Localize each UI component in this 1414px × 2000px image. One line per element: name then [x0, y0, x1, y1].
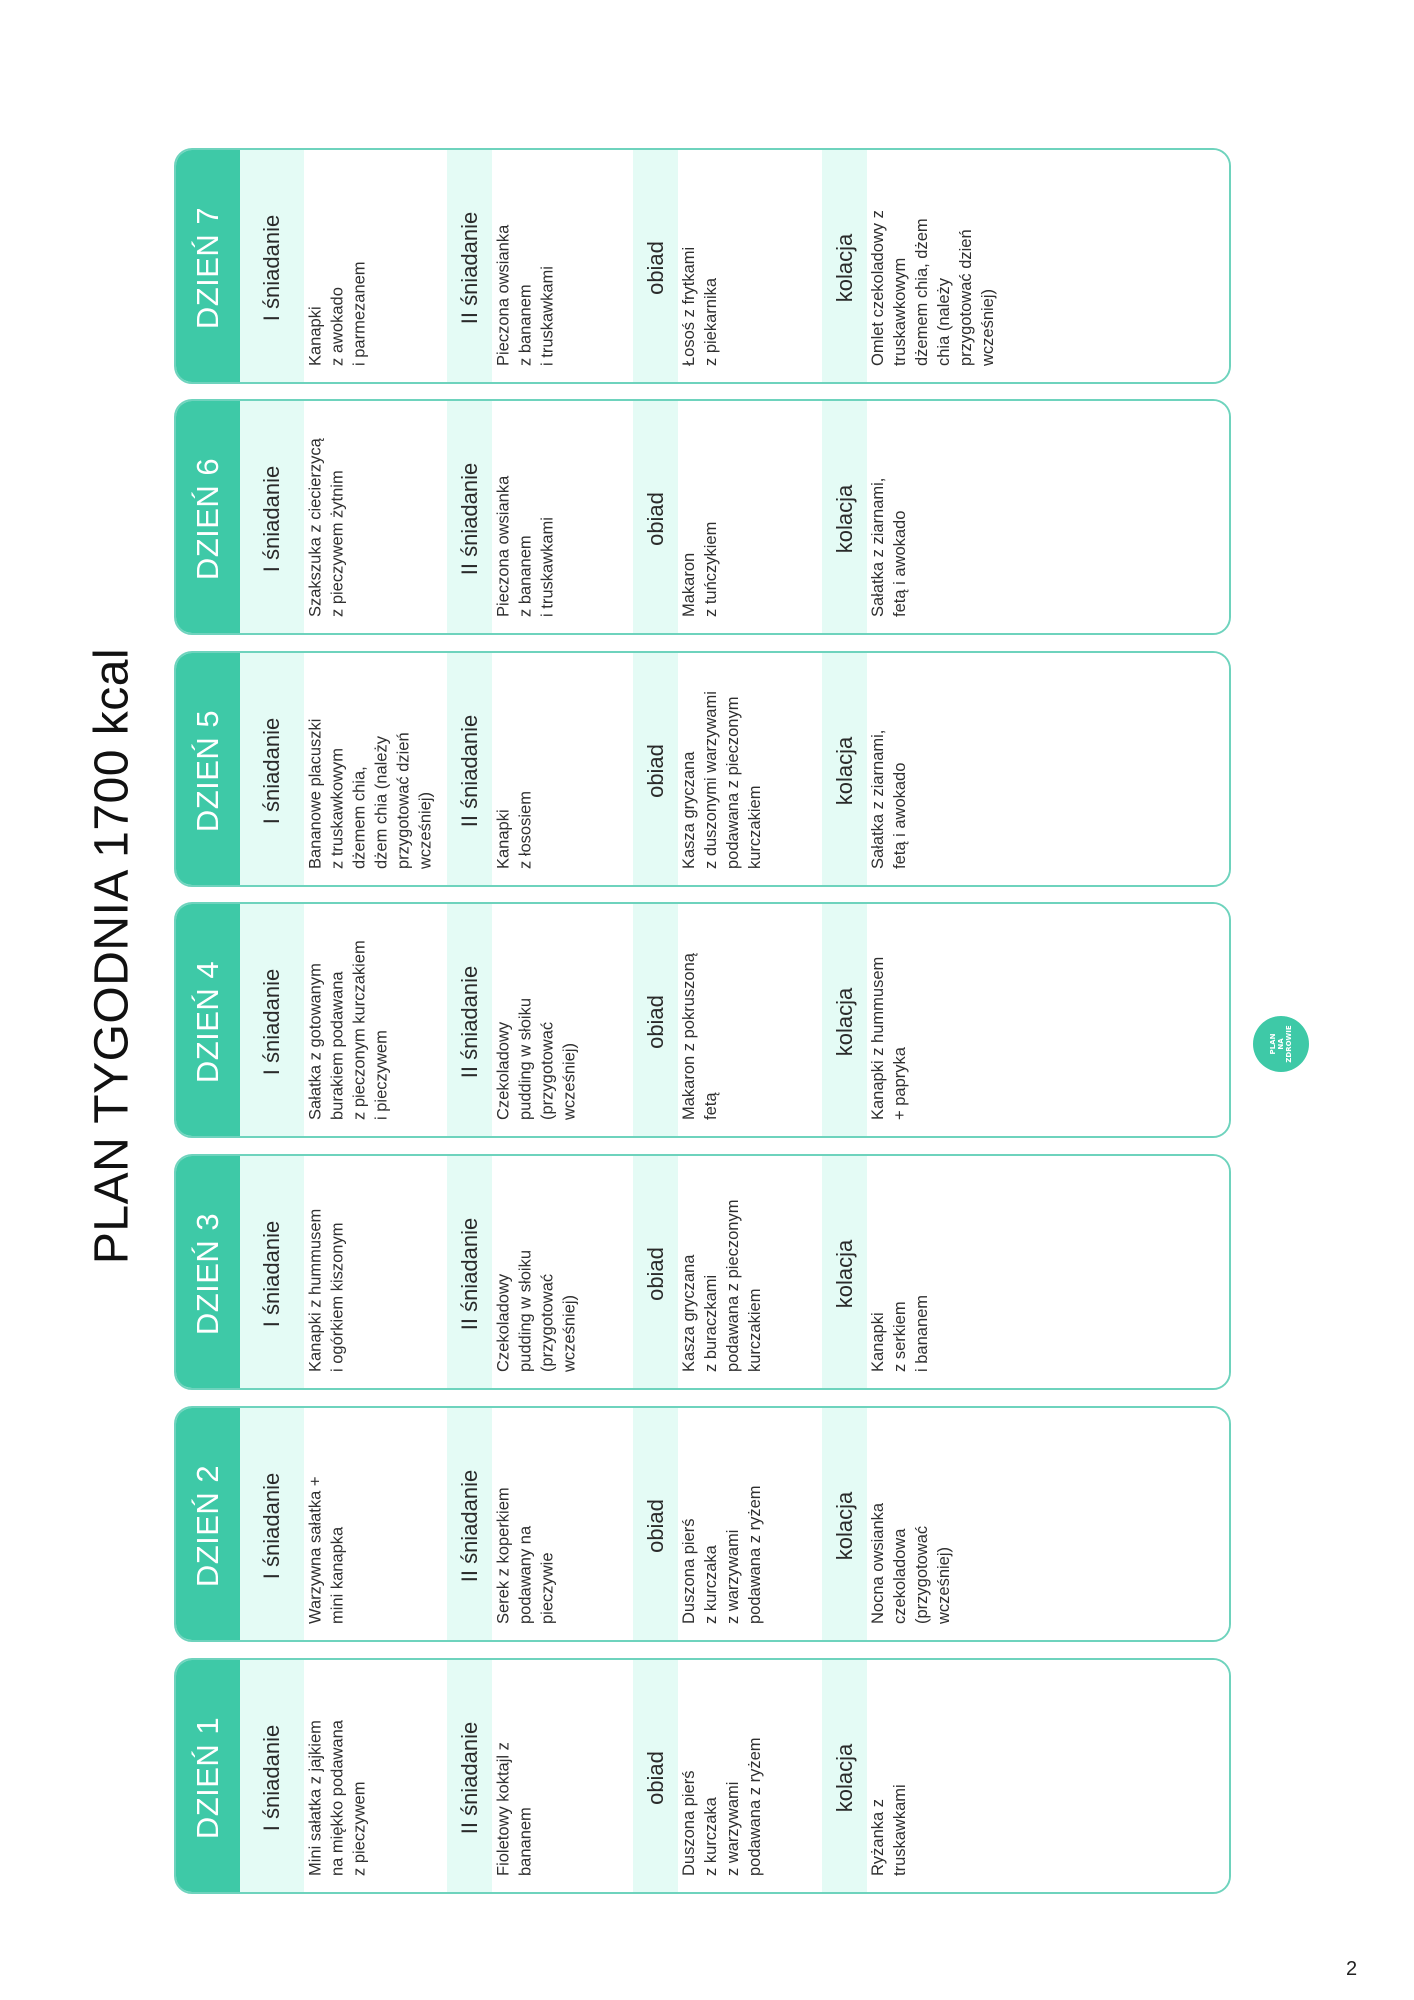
meal-description: Czekoladowy pudding w słoiku (przygotować wcześniej): [494, 1250, 578, 1372]
meal-text-cell: [678, 1660, 822, 1892]
meal-label: I śniadanie: [259, 465, 284, 573]
meal-text-cell: [867, 150, 1229, 382]
day-title: DZIEŃ 4: [190, 960, 225, 1084]
meal-text-cell: [304, 904, 447, 1136]
day-title: DZIEŃ 1: [190, 1716, 225, 1840]
meal-label-cell: [822, 1660, 867, 1892]
meal-description: Nocna owsianka czekoladowa (przygotować wcześniej): [869, 1502, 953, 1624]
meal-label: kolacja: [831, 987, 857, 1057]
meal-label-cell: [240, 904, 304, 1136]
meal-text-cell: [304, 1408, 447, 1640]
meal-label-cell: [240, 1156, 304, 1388]
meal-text-cell: [492, 150, 633, 382]
meal-text-cell: [492, 653, 633, 885]
meal-label: obiad: [642, 744, 668, 798]
meal-description: Makaron z pokruszoną fetą: [680, 953, 720, 1120]
meal-label: II śniadanie: [456, 1217, 482, 1331]
meal-description: Kanapki z serkiem i bananem: [869, 1294, 931, 1372]
meal-text-cell: [678, 904, 822, 1136]
meal-label-cell: [633, 150, 678, 382]
meal-label-cell: [240, 150, 304, 382]
meal-label-cell: [633, 1156, 678, 1388]
meal-label-cell: [822, 1408, 867, 1640]
day-header: [176, 1408, 240, 1640]
meal-label-cell: [240, 1408, 304, 1640]
meal-label-cell: [822, 150, 867, 382]
meal-description: Kanapki z hummusem i ogórkiem kiszonym: [306, 1208, 346, 1372]
meal-label: kolacja: [831, 1491, 857, 1561]
meal-label: I śniadanie: [259, 1472, 284, 1580]
meal-text-cell: [678, 1156, 822, 1388]
meal-label-cell: [447, 904, 492, 1136]
meal-description: Kanapki z awokado i parmezanem: [306, 261, 368, 366]
meal-description: Sałatka z gotowanym burakiem podawana z pieczonym kurczakiem i pieczywem: [306, 940, 390, 1120]
meal-label-cell: [240, 653, 304, 885]
meal-label: obiad: [642, 241, 668, 295]
meal-description: Czekoladowy pudding w słoiku (przygotować wcześniej): [494, 998, 578, 1120]
meal-label: kolacja: [831, 484, 857, 554]
meal-label-cell: [633, 401, 678, 633]
meal-label: II śniadanie: [456, 1469, 482, 1583]
day-card-2: [174, 1406, 1231, 1642]
meal-label-cell: [822, 1156, 867, 1388]
meal-label: obiad: [642, 492, 668, 546]
meal-text-cell: [678, 401, 822, 633]
day-title: DZIEŃ 6: [190, 457, 225, 581]
meal-text-cell: [304, 150, 447, 382]
meal-label-cell: [447, 150, 492, 382]
meal-description: Bananowe placuszki z truskawkowym dżemem chia, dżem chia (należy przygotować dzień wcześniej): [306, 718, 434, 869]
meal-label-cell: [633, 1408, 678, 1640]
meal-text-cell: [867, 653, 1229, 885]
meal-text-cell: [678, 653, 822, 885]
meal-description: Sałatka z ziarnami, fetą i awokado: [869, 729, 909, 869]
meal-label: obiad: [642, 1247, 668, 1301]
day-card-4: [174, 902, 1231, 1138]
meal-label-cell: [447, 1660, 492, 1892]
day-card-5: [174, 651, 1231, 887]
meal-label-cell: [822, 401, 867, 633]
meal-text-cell: [304, 401, 447, 633]
day-card-1: [174, 1658, 1231, 1894]
meal-description: Makaron z tuńczykiem: [680, 521, 720, 617]
day-header: [176, 401, 240, 633]
meal-label-cell: [447, 1156, 492, 1388]
meal-text-cell: [867, 904, 1229, 1136]
meal-description: Sałatka z ziarnami, fetą i awokado: [869, 477, 909, 617]
meal-label: I śniadanie: [259, 1220, 284, 1328]
meal-text-cell: [492, 1660, 633, 1892]
meal-label: I śniadanie: [259, 717, 284, 825]
day-header: [176, 1156, 240, 1388]
brand-logo: [1253, 1016, 1309, 1072]
meal-label: kolacja: [831, 1743, 857, 1813]
meal-description: Duszona pierś z kurczaka z warzywami podawana z ryżem: [680, 1485, 764, 1624]
meal-text-cell: [492, 1408, 633, 1640]
page-number: 2: [1346, 1958, 1358, 1980]
meal-label: II śniadanie: [456, 714, 482, 828]
meal-description: Pieczona owsianka z bananem i truskawkami: [494, 224, 556, 366]
day-title: DZIEŃ 3: [190, 1212, 225, 1336]
meal-description: Kanapki z łososiem: [494, 791, 534, 869]
meal-description: Ryżanka z truskawkami: [869, 1784, 909, 1876]
meal-text-cell: [492, 401, 633, 633]
day-header: [176, 653, 240, 885]
meal-text-cell: [304, 653, 447, 885]
meal-description: Łosoś z frytkami z piekarnika: [680, 246, 720, 366]
meal-label-cell: [822, 904, 867, 1136]
meal-description: Kasza gryczana z duszonymi warzywami podawana z pieczonym kurczakiem: [680, 691, 764, 869]
brand-logo-text: PLAN NA ZDROWIE: [1269, 1025, 1293, 1063]
meal-label: II śniadanie: [456, 462, 482, 576]
meal-label: kolacja: [831, 233, 857, 303]
meal-text-cell: [867, 1408, 1229, 1640]
meal-label: II śniadanie: [456, 211, 482, 325]
meal-description: Pieczona owsianka z bananem i truskawkami: [494, 475, 556, 617]
meal-label-cell: [240, 1660, 304, 1892]
meal-description: Fioletowy koktajl z bananem: [494, 1742, 534, 1876]
meal-label: obiad: [642, 1499, 668, 1553]
meal-description: Warzywna sałatka + mini kanapka: [306, 1476, 346, 1624]
meal-text-cell: [867, 401, 1229, 633]
day-card-7: [174, 148, 1231, 384]
day-card-6: [174, 399, 1231, 635]
meal-label-cell: [633, 653, 678, 885]
meal-description: Szakszuka z ciecierzycą z pieczywem żytnim: [306, 438, 346, 617]
meal-description: Kasza gryczana z buraczkami podawana z pieczonym kurczakiem: [680, 1199, 764, 1372]
meal-description: Kanapki z hummusem + papryka: [869, 956, 909, 1120]
day-title: DZIEŃ 5: [190, 709, 225, 833]
meal-label-cell: [822, 653, 867, 885]
meal-label: I śniadanie: [259, 968, 284, 1076]
meal-description: Duszona pierś z kurczaka z warzywami podawana z ryżem: [680, 1737, 764, 1876]
day-header: [176, 1660, 240, 1892]
meal-label-cell: [447, 401, 492, 633]
day-title: DZIEŃ 7: [190, 206, 225, 330]
meal-text-cell: [867, 1660, 1229, 1892]
meal-label-cell: [633, 904, 678, 1136]
meal-text-cell: [678, 150, 822, 382]
meal-label: obiad: [642, 995, 668, 1049]
meal-label: obiad: [642, 1751, 668, 1805]
meal-text-cell: [867, 1156, 1229, 1388]
page-title: PLAN TYGODNIA 1700 kcal: [85, 647, 139, 1265]
meal-label-cell: [447, 1408, 492, 1640]
meal-description: Serek z koperkiem podawany na pieczywie: [494, 1487, 556, 1624]
meal-label-cell: [447, 653, 492, 885]
meal-text-cell: [304, 1156, 447, 1388]
meal-description: Mini sałatka z jajkiem na miękko podawana z pieczywem: [306, 1720, 368, 1876]
meal-label: I śniadanie: [259, 214, 284, 322]
meal-text-cell: [678, 1408, 822, 1640]
meal-text-cell: [492, 1156, 633, 1388]
meal-label: II śniadanie: [456, 1721, 482, 1835]
meal-description: Omlet czekoladowy z truskawkowym dżemem chia, dżem chia (należy przygotować dzień wcześniej): [869, 210, 997, 366]
day-header: [176, 150, 240, 382]
meal-label: II śniadanie: [456, 965, 482, 1079]
day-header: [176, 904, 240, 1136]
meal-text-cell: [304, 1660, 447, 1892]
day-card-3: [174, 1154, 1231, 1390]
meal-text-cell: [492, 904, 633, 1136]
meal-label-cell: [240, 401, 304, 633]
meal-label: kolacja: [831, 736, 857, 806]
meal-label-cell: [633, 1660, 678, 1892]
day-title: DZIEŃ 2: [190, 1464, 225, 1588]
meal-label: I śniadanie: [259, 1724, 284, 1832]
meal-label: kolacja: [831, 1239, 857, 1309]
